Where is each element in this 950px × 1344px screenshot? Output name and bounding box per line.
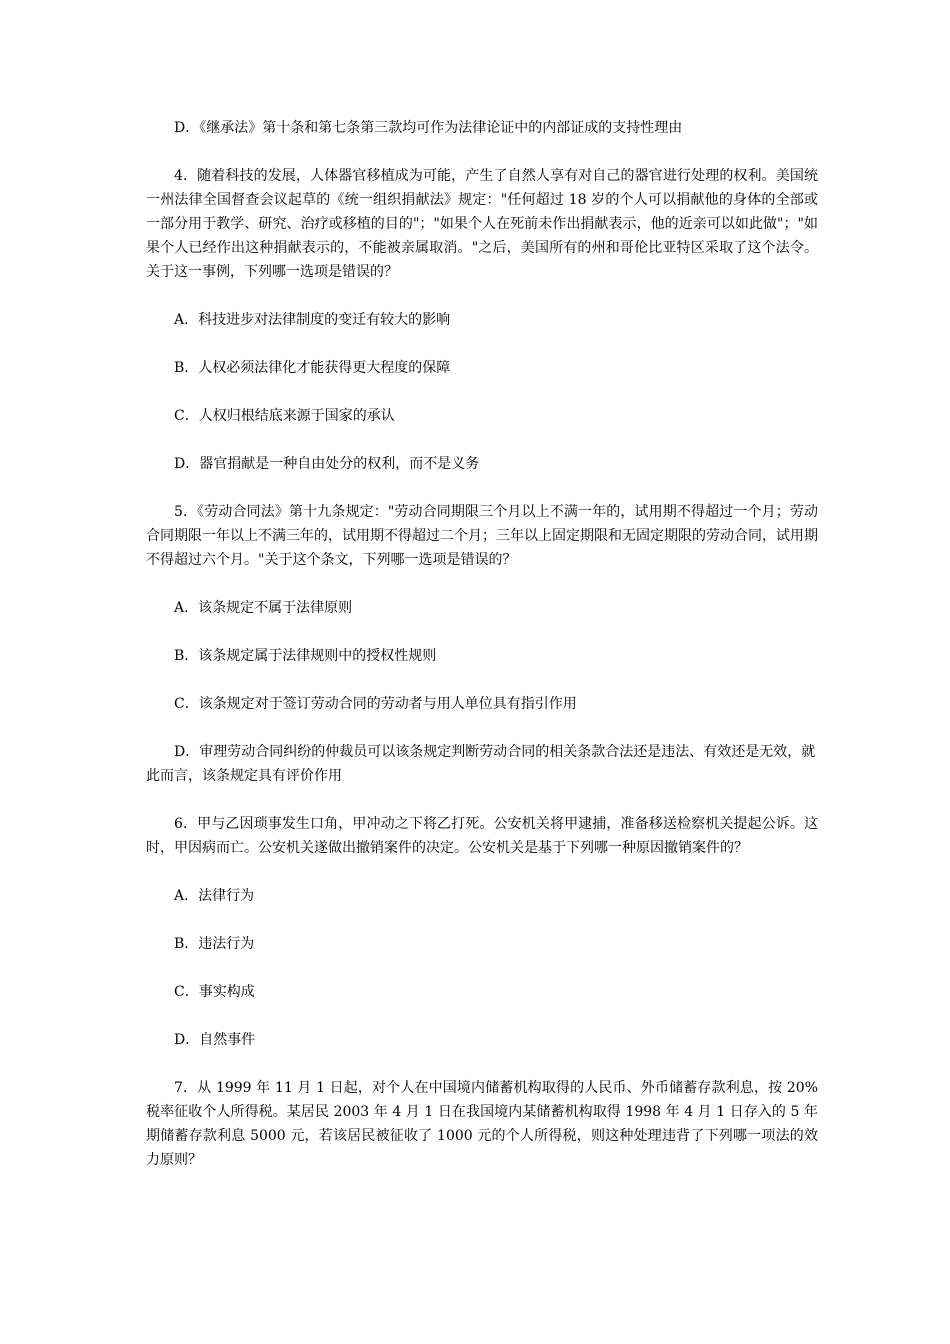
option-c-q6: C．事实构成	[174, 984, 255, 1000]
document-page	[146, 116, 818, 1196]
option-b-q6: B．违法行为	[174, 936, 255, 952]
option-a-q5: A．该条规定不属于法律原则	[174, 600, 353, 616]
option-d-q6: D．自然事件	[174, 1032, 256, 1048]
option-c-q4: C．人权归根结底来源于国家的承认	[174, 408, 395, 424]
question-7: 7．从 1999 年 11 月 1 日起，对个人在中国境内储蓄机构取得的人民币、外币储蓄存款利息，按 20%税率征收个人所得税。某居民 2003 年 4 月 1 日在我国境内某储蓄机构取得 1998 年 4 月 1 日存入的 5 年期储蓄存款利息 5000 元，若该居民被征收了 1000 元的个人所得税，则这种处理违背了下列哪一项法的效力原则？	[146, 1080, 818, 1168]
question-5: 5．《劳动合同法》第十九条规定："劳动合同期限三个月以上不满一年的，试用期不得超过一个月；劳动合同期限一年以上不满三年的，试用期不得超过二个月；三年以上固定期限和无固定期限的劳动合同，试用期不得超过六个月。"关于这个条文，下列哪一选项是错误的？	[146, 504, 818, 568]
option-a-q6: A．法律行为	[174, 888, 255, 904]
option-d-q5: D．审理劳动合同纠纷的仲裁员可以该条规定判断劳动合同的相关条款合法还是违法、有效还是无效，就此而言，该条规定具有评价作用	[146, 744, 816, 784]
option-b-q4: B．人权必须法律化才能获得更大程度的保障	[174, 360, 451, 376]
question-4: 4．随着科技的发展，人体器官移植成为可能，产生了自然人享有对自己的器官进行处理的权利。美国统一州法律全国督查会议起草的《统一组织捐献法》规定："任何超过 18 岁的个人可以捐献他的身体的全部或一部分用于教学、研究、治疗或移植的目的"；"如果个人在死前未作出捐献表示，他的近亲可以如此做"；"如果个人已经作出这种捐献表示的，不能被亲属取消。"之后，美国所有的州和哥伦比亚特区采取了这个法令。关于这一事例，下列哪一选项是错误的？	[146, 168, 818, 280]
option-d-q4: D．器官捐献是一种自由处分的权利，而不是义务	[174, 456, 480, 472]
option-c-q5: C．该条规定对于签订劳动合同的劳动者与用人单位具有指引作用	[174, 696, 577, 712]
option-a-q4: A．科技进步对法律制度的变迁有较大的影响	[174, 312, 451, 328]
option-b-q5: B．该条规定属于法律规则中的授权性规则	[174, 648, 437, 664]
question-6: 6．甲与乙因琐事发生口角，甲冲动之下将乙打死。公安机关将甲逮捕，准备移送检察机关提起公诉。这时，甲因病而亡。公安机关遂做出撤销案件的决定。公安机关是基于下列哪一种原因撤销案件的？	[146, 816, 818, 856]
option-d-q3: D．《继承法》第十条和第七条第三款均可作为法律论证中的内部证成的支持性理由	[174, 120, 683, 136]
